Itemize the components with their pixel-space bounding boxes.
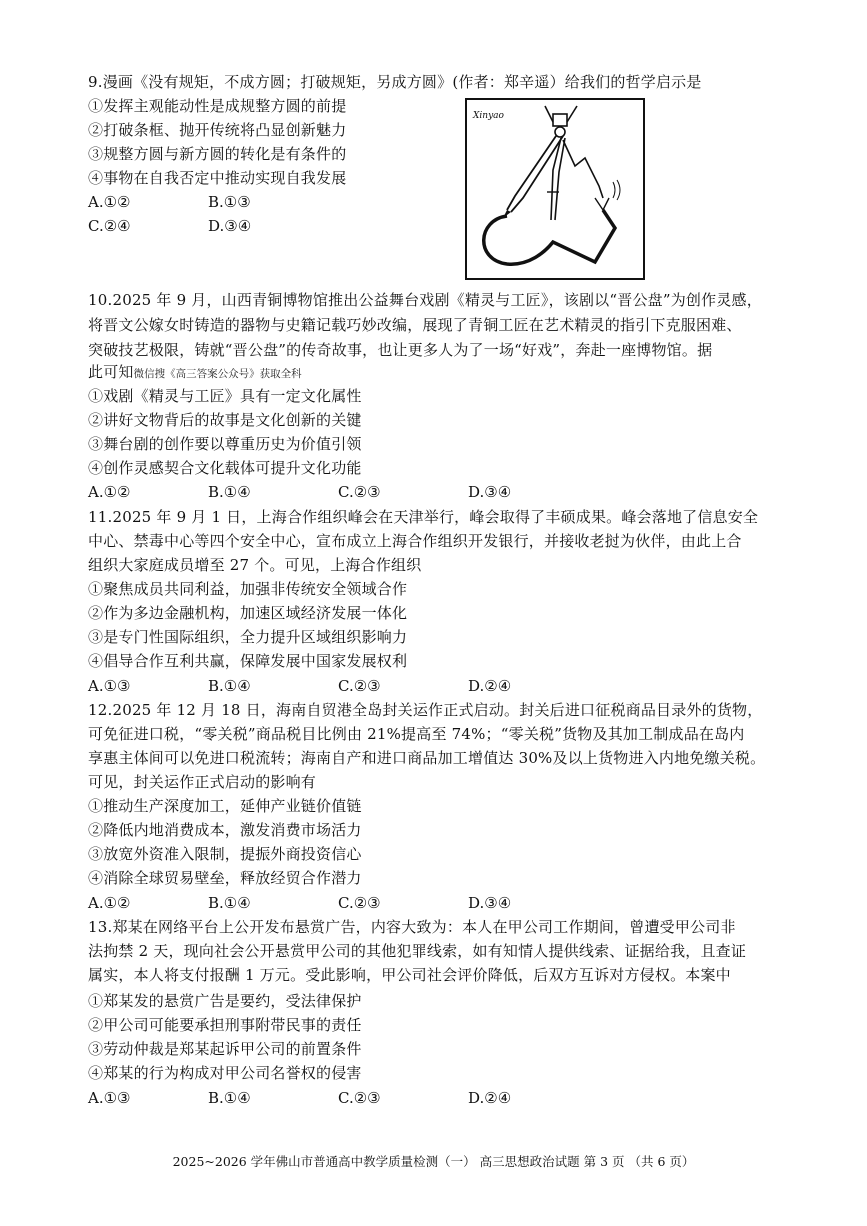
q11-item-4: ④倡导合作互利共赢，保障发展中国家发展权利	[88, 652, 408, 670]
q10-stem-line-3: 突破技艺极限，铸就“晋公盘”的传奇故事，也让更多人为了一场“好戏”，奔赴一座博物馆。据	[88, 341, 713, 359]
q12-item-1: ①推动生产深度加工，延伸产业链价值链	[88, 797, 362, 815]
q12-item-4: ④消除全球贸易壁垒，释放经贸合作潜力	[88, 869, 362, 887]
q10-item-1: ①戏剧《精灵与工匠》具有一定文化属性	[88, 387, 362, 405]
q10-choice-d: D.③④	[468, 483, 512, 501]
watermark-text: 微信搜《高三答案公众号》获取全科	[133, 368, 302, 380]
q10-stem-tail: 此可知	[88, 363, 134, 381]
q9-choice-b: B.①③	[208, 193, 251, 211]
q12-item-2: ②降低内地消费成本，激发消费市场活力	[88, 821, 362, 839]
q13-choice-d: D.②④	[468, 1089, 512, 1107]
q9-choice-a: A.①②	[88, 193, 131, 211]
q9-item-1: ①发挥主观能动性是成规整方圆的前提	[88, 97, 347, 115]
q10-choice-a: A.①②	[88, 483, 131, 501]
q9-item-2: ②打破条框、抛开传统将凸显创新魅力	[88, 121, 347, 139]
q11-stem-line-2: 中心、禁毒中心等四个安全中心，宣布成立上海合作组织开发银行，并接收老挝为伙伴，由此上合	[88, 532, 742, 550]
q13-stem-line-3: 属实，本人将支付报酬 1 万元。受此影响，甲公司社会评价降低，后双方互诉对方侵权。本案中	[88, 966, 731, 984]
q11-choice-a: A.①③	[88, 677, 131, 695]
compass-cartoon	[465, 98, 645, 280]
q12-stem-line-3: 享惠主体间可以免进口税流转；海南自产和进口商品加工增值达 30%及以上货物进入内地免缴关税。	[88, 749, 766, 767]
q11-stem-line-1: 11.2025 年 9 月 1 日，上海合作组织峰会在天津举行，峰会取得了丰硕成果。峰会落地了信息安全	[88, 508, 759, 526]
q12-stem-line-1: 12.2025 年 12 月 18 日，海南自贸港全岛封关运作正式启动。封关后进口征税商品目录外的货物，	[88, 701, 763, 719]
q10-stem-line-2: 将晋文公嫁女时铸造的器物与史籍记载巧妙改编，展现了青铜工匠在艺术精灵的指引下克服困难、	[88, 316, 742, 334]
q11-stem-line-3: 组织大家庭成员增至 27 个。可见，上海合作组织	[88, 556, 422, 574]
q13-item-4: ④郑某的行为构成对甲公司名誉权的侵害	[88, 1064, 362, 1082]
q11-item-2: ②作为多边金融机构，加速区域经济发展一体化	[88, 604, 408, 622]
q12-choice-b: B.①④	[208, 894, 251, 912]
q12-choice-a: A.①②	[88, 894, 131, 912]
q13-choice-a: A.①③	[88, 1089, 131, 1107]
q13-choice-c: C.②③	[338, 1089, 381, 1107]
q13-stem-line-1: 13.郑某在网络平台上公开发布悬赏广告，内容大致为：本人在甲公司工作期间，曾遭受甲公司非	[88, 918, 736, 936]
q9-item-4: ④事物在自我否定中推动实现自我发展	[88, 169, 347, 187]
page-footer: 2025~2026 学年佛山市普通高中教学质量检测（一） 高三思想政治试题 第 3 页 （共 6 页）	[172, 1154, 695, 1169]
q11-item-3: ③是专门性国际组织，全力提升区域组织影响力	[88, 628, 408, 646]
q10-item-2: ②讲好文物背后的故事是文化创新的关键	[88, 411, 362, 429]
q10-item-4: ④创作灵感契合文化载体可提升文化功能	[88, 459, 362, 477]
q12-stem-line-2: 可免征进口税，“零关税”商品税目比例由 21%提高至 74%；“零关税”货物及其加工制成品在岛内	[88, 725, 745, 743]
compass-drawing	[467, 100, 643, 278]
q11-choice-b: B.①④	[208, 677, 251, 695]
q10-choice-c: C.②③	[338, 483, 381, 501]
q12-stem-line-4: 可见，封关运作正式启动的影响有	[88, 773, 317, 791]
q12-choice-d: D.③④	[468, 894, 512, 912]
q9-choice-d: D.③④	[208, 217, 252, 235]
q11-choice-d: D.②④	[468, 677, 512, 695]
q13-item-3: ③劳动仲裁是郑某起诉甲公司的前置条件	[88, 1040, 362, 1058]
cartoon-signature: Xinyao	[473, 111, 504, 121]
q10-choice-b: B.①④	[208, 483, 251, 501]
q12-choice-c: C.②③	[338, 894, 381, 912]
q13-stem-line-2: 法拘禁 2 天，现向社会公开悬赏甲公司的其他犯罪线索，如有知情人提供线索、证据给我，且查证	[88, 942, 747, 960]
q13-item-1: ①郑某发的悬赏广告是要约，受法律保护	[88, 992, 362, 1010]
q10-stem-line-1: 10.2025 年 9 月，山西青铜博物馆推出公益舞台戏剧《精灵与工匠》，该剧以“晋公盘”为创作灵感，	[88, 291, 762, 309]
q10-item-3: ③舞台剧的创作要以尊重历史为价值引领	[88, 435, 362, 453]
q9-stem: 9.漫画《没有规矩，不成方圆；打破规矩，另成方圆》(作者：郑辛遥）给我们的哲学启示是	[88, 73, 702, 91]
q10-stem-line-4	[88, 362, 302, 384]
q12-item-3: ③放宽外资准入限制，提振外商投资信心	[88, 845, 362, 863]
q11-item-1: ①聚焦成员共同利益，加强非传统安全领域合作	[88, 580, 408, 598]
q13-item-2: ②甲公司可能要承担刑事附带民事的责任	[88, 1016, 362, 1034]
q13-choice-b: B.①④	[208, 1089, 251, 1107]
q9-item-3: ③规整方圆与新方圆的转化是有条件的	[88, 145, 347, 163]
q11-choice-c: C.②③	[338, 677, 381, 695]
q9-choice-c: C.②④	[88, 217, 131, 235]
